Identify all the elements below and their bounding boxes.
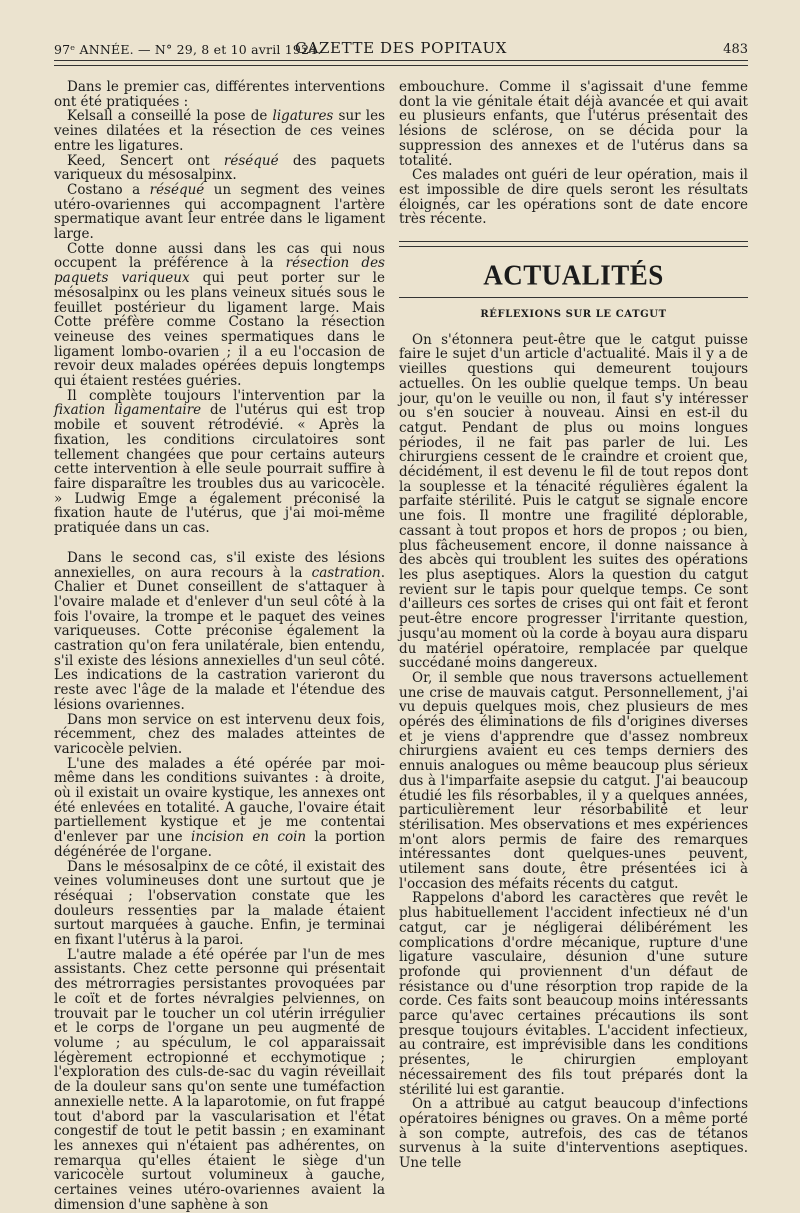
- paragraph: Dans mon service on est intervenu deux fois, récemment, chez des malades atteintes de varicocèle pelvien.: [54, 711, 385, 757]
- paragraph: embouchure. Comme il s'agissait d'une femme dont la vie génitale était déjà avancée et qui avait eu plusieurs enfants, que l'utérus présentait des lésions de sclérose, on se décida pour la suppression des annexes et de l'utérus dans sa totalité.: [399, 79, 748, 169]
- paragraph: L'une des malades a été opérée par moi-même dans les conditions suivantes : à droite, où il existait un ovaire kystique, les annexes ont été enlevées en totalité. A gauche, l'ovaire était partiellement kystique et je me contentai d'enlever par une incision en coin la portion dégénérée de l'organe.: [54, 755, 385, 860]
- paragraph: On s'étonnera peut-être que le catgut puisse faire le sujet d'un article d'actualité. Mais il y a de vieilles questions qui demeurent toujours actuelles. On les oublie quelque temps. Un beau jour, qu'on le veuille ou non, il faut s'y intéresser ou s'en soucier à nouveau. Ainsi en est-il du catgut. Pendant de plus ou moins longues périodes, il ne fait pas parler de lui. Les chirurgiens cessent de le craindre et croient que, décidément, il est devenu le fil de tout repos dont la souplesse et la ténacité régulières égalent la parfaite stérilité. Puis le catgut se signale encore une fois. Il montre une fragilité déplorable, cassant à tout propos et hors de propos ; ou bien, plus fâcheusement encore, il donne naissance à des abcès qui troublent les suites des opérations les plus aseptiques. Alors la question du catgut revient sur le tapis pour quelque temps. Ce sont d'ailleurs ces sortes de crises qui ont fait et feront peut-être encore progresser l'irritante question, jusqu'au moment où la corde à boyau aura disparu du matériel opératoire, remplacée par quelque succédané moins dangereux.: [399, 331, 748, 672]
- section-separator: [399, 241, 748, 247]
- paragraph: Il complète toujours l'intervention par la fixation ligamentaire de l'utérus qui est trop mobile et souvent rétrodévié. « Après la fixation, les conditions circulatoires sont tellement changées que pour certains auteurs cette intervention à elle seule pourrait suffire à faire disparaître les troubles dus au varicocèle. » Ludwig Emge a également préconisé la fixation haute de l'utérus, que j'ai moi-même pratiquée dans un cas.: [54, 387, 385, 537]
- article-subheading: RÉFLEXIONS SUR LE CATGUT: [480, 309, 667, 321]
- paragraph: Keed, Sencert ont réséqué des paquets variqueux du mésosalpinx.: [54, 152, 385, 184]
- right-column: [399, 79, 748, 1172]
- paragraph: Dans le premier cas, différentes interventions ont été pratiquées :: [54, 79, 385, 110]
- page-header: [54, 38, 748, 60]
- section-title: ACTUALITÉS: [483, 259, 664, 291]
- paragraph: On a attribué au catgut beaucoup d'infections opératoires bénignes ou graves. On a même porté à son compte, autrefois, des cas de tétanos survenus à la suite d'interventions aseptiques. Une telle: [399, 1096, 748, 1172]
- paragraph: Or, il semble que nous traversons actuellement une crise de mauvais catgut. Personnellement, j'ai vu depuis quelques mois, chez plusieurs de mes opérés des éliminations de fils d'origines diverses et je viens d'apprendre que d'assez nombreux chirurgiens avaient eu ces temps derniers des ennuis analogues ou même beaucoup plus sérieux dus à l'imparfaite asepsie du catgut. J'ai beaucoup étudié les fils résorbables, il y a quelques années, particulièrement leur résorbabilité et leur stérilisation. Mes observations et mes expériences m'ont alors permis de faire des remarques intéressantes dont quelques-unes peuvent, utilement sans doute, être présentées ici à l'occasion des méfaits récents du catgut.: [399, 669, 748, 892]
- page-number: 483: [723, 42, 748, 57]
- journal-title: GAZETTE DES POPITAUX: [295, 39, 507, 57]
- left-column: [54, 79, 385, 1213]
- paragraph: Rappelons d'abord les caractères que revêt le plus habituellement l'accident infectieux né d'un catgut, car je négligerai délibérément les complications d'ordre mécanique, rupture d'une ligature vasculaire, désunion d'une suture profonde qui proviennent d'un défaut de résistance ou d'une résorption trop rapide de la corde. Ces faits sont beaucoup moins intéressants parce qu'avec certaines précautions ils sont presque toujours évitables. L'accident infectieux, au contraire, est imprévisible dans les conditions présentes, le chirurgien employant nécessairement des fils tout préparés dont la stérilité lui est garantie.: [399, 890, 748, 1098]
- paragraph: Dans le second cas, s'il existe des lésions annexielles, on aura recours à la castration. Chalier et Dunet conseillent de s'attaquer à l'ovaire malade et d'enlever d'un seul côté à la fois l'ovaire, la trompe et le paquet des veines variqueuses. Cotte préconise également la castration qu'on fera unilatérale, bien entendu, s'il existe des lésions annexielles d'un seul côté. Les indications de la castration varieront du reste avec l'âge de la malade et l'étendue des lésions ovariennes.: [54, 549, 385, 713]
- paragraph: Dans le mésosalpinx de ce côté, il existait des veines volumineuses dont une surtout que je réséquai ; l'observation constate que les douleurs ressenties par la malade étaient surtout marquées à gauche. Enfin, je terminai en fixant l'utérus à la paroi.: [54, 858, 385, 949]
- paragraph: Cotte donne aussi dans les cas qui nous occupent la préférence à la résection des paquets variqueux qui peut porter sur le mésosalpinx ou les plans veineux situés sous le feuillet postérieur du ligament large. Mais Cotte préfère comme Costano la résection veineuse des veines spermatiques dans le ligament lombo-ovarien ; il a eu l'occasion de revoir deux malades opérées depuis longtemps qui étaient restées guéries.: [54, 240, 385, 390]
- header-rule: [54, 60, 748, 66]
- paragraph: Ces malades ont guéri de leur opération, mais il est impossible de dire quels seront les résultats éloignés, car les opérations sont de date encore très récente.: [399, 167, 748, 228]
- paragraph: L'autre malade a été opérée par l'un de mes assistants. Chez cette personne qui présentait des métrorragies persistantes provoquées par le coït et de fortes névralgies pelviennes, on trouvait par le toucher un col utérin irrégulier et le corps de l'organe un peu augmenté de volume ; au spéculum, le col apparaissait légèrement ectropionné et ecchymotique ; l'exploration des culs-de-sac du vagin réveillait de la douleur sans qu'on sente une tuméfaction annexielle nette. A la laparotomie, on fut frappé tout d'abord par la vascularisation et l'état congestif de tout le petit bassin ; en examinant les annexes qui n'étaient pas adhérentes, on remarqua qu'elles étaient le siège d'un varicocèle surtout volumineux à gauche, certaines veines utéro-ovariennes avaient la dimension d'une saphène à son: [54, 946, 385, 1213]
- paragraph: Costano a réséqué un segment des veines utéro-ovariennes qui accompagnent l'artère spermatique avant leur entrée dans le ligament large.: [54, 181, 385, 243]
- title-rule: [399, 297, 748, 298]
- paragraph: Kelsall a conseillé la pose de ligatures sur les veines dilatées et la résection de ces veines entre les ligatures.: [54, 108, 385, 154]
- issue-info: 97ᵉ ANNÉE. — N° 29, 8 et 10 avril 1924.: [54, 42, 322, 57]
